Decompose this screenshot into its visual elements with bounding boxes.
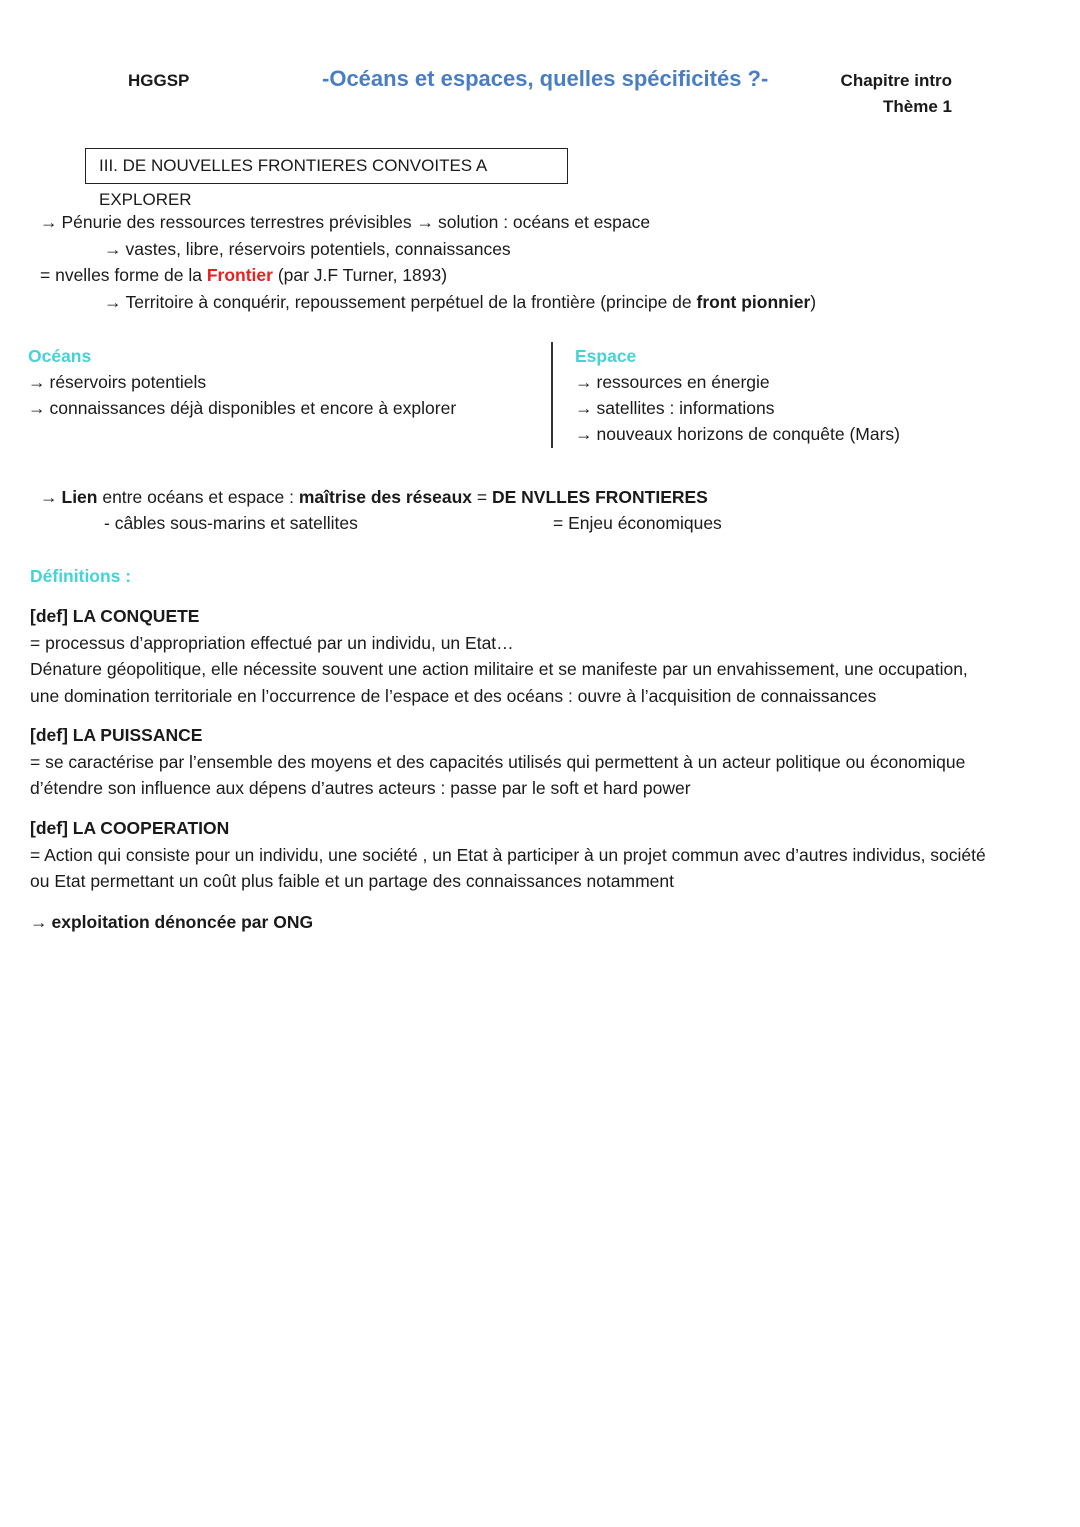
arrow-icon: → (104, 292, 122, 312)
arrow-icon: → (104, 239, 122, 259)
list-item: → satellites : informations (575, 395, 900, 421)
list-item: → réservoirs potentiels (28, 369, 456, 395)
chapter-info (841, 68, 952, 120)
definition-puissance (30, 722, 1050, 802)
frontier-term: Frontier (206, 265, 273, 285)
intro-line-2: → vastes, libre, réservoirs potentiels, connaissances (104, 236, 511, 262)
lien-sub-right: = Enjeu économiques (553, 513, 722, 533)
arrow-icon: → (416, 212, 435, 232)
list-item: → connaissances déjà disponibles et encore à explorer (28, 395, 456, 421)
theme-label: Thème 1 (883, 97, 952, 116)
definition-line: = processus d’appropriation effectué par un individu, un Etat… (30, 632, 514, 653)
definition-cooperation (30, 815, 1050, 895)
definition-line: = se caractérise par l’ensemble des moyens et des capacités utilisés qui permettent à un acteur politique ou économique (30, 751, 966, 772)
definition-line: Dénature géopolitique, elle nécessite souvent une action militaire et se manifeste par un envahissement, une occupation, (30, 659, 968, 679)
intro-line-4: → Territoire à conquérir, repoussement perpétuel de la frontière (principe de front pionnier) (104, 289, 816, 315)
page-title: -Océans et espaces, quelles spécificités ?- (322, 66, 769, 91)
arrow-icon: → (30, 912, 48, 932)
column-divider (551, 342, 553, 448)
arrow-icon: → (575, 424, 593, 444)
definition-line: d’étendre son influence aux dépens d’autres acteurs : passe par le soft et hard power (30, 778, 691, 798)
definition-conquete (30, 603, 1050, 709)
arrow-icon: → (40, 487, 58, 507)
definition-title: [def] LA PUISSANCE (30, 725, 203, 745)
definitions-heading: Définitions : (30, 566, 132, 586)
definition-line: ou Etat permettant un coût plus faible et un partage des connaissances notamment (30, 871, 675, 891)
list-item: → nouveaux horizons de conquête (Mars) (575, 421, 900, 447)
espace-heading: Espace (575, 346, 637, 366)
conclusion-line: → exploitation dénoncée par ONG (30, 909, 313, 935)
section-title: III. DE NOUVELLES FRONTIERES CONVOITES A EXPLORER (85, 148, 568, 184)
intro-line-1: → Pénurie des ressources terrestres prévisibles → solution : océans et espace (40, 209, 650, 235)
definition-line: = Action qui consiste pour un individu, une société , un Etat à participer à un projet commun avec d’autres individus, société (30, 844, 986, 865)
arrow-icon: → (40, 212, 58, 232)
oceans-heading: Océans (28, 346, 92, 366)
oceans-column (28, 343, 456, 421)
arrow-icon: → (28, 372, 46, 392)
espace-column (575, 343, 900, 447)
subject-label: HGGSP (128, 71, 190, 90)
arrow-icon: → (575, 398, 593, 418)
lien-sub-left: - câbles sous-marins et satellites (104, 513, 358, 533)
list-item: → ressources en énergie (575, 369, 900, 395)
arrow-icon: → (575, 372, 593, 392)
chapter-label: Chapitre intro (840, 71, 952, 90)
arrow-icon: → (28, 398, 46, 418)
definition-line: une domination territoriale en l’occurrence de l’espace et des océans : ouvre à l’acquisition de connaissances (30, 685, 877, 706)
intro-line-3: = nvelles forme de la Frontier (par J.F Turner, 1893) (40, 265, 448, 285)
lien-line: → Lien entre océans et espace : maîtrise des réseaux = DE NVLLES FRONTIERES (40, 484, 708, 510)
definition-title: [def] LA CONQUETE (30, 606, 200, 626)
definition-title: [def] LA COOPERATION (30, 818, 230, 838)
